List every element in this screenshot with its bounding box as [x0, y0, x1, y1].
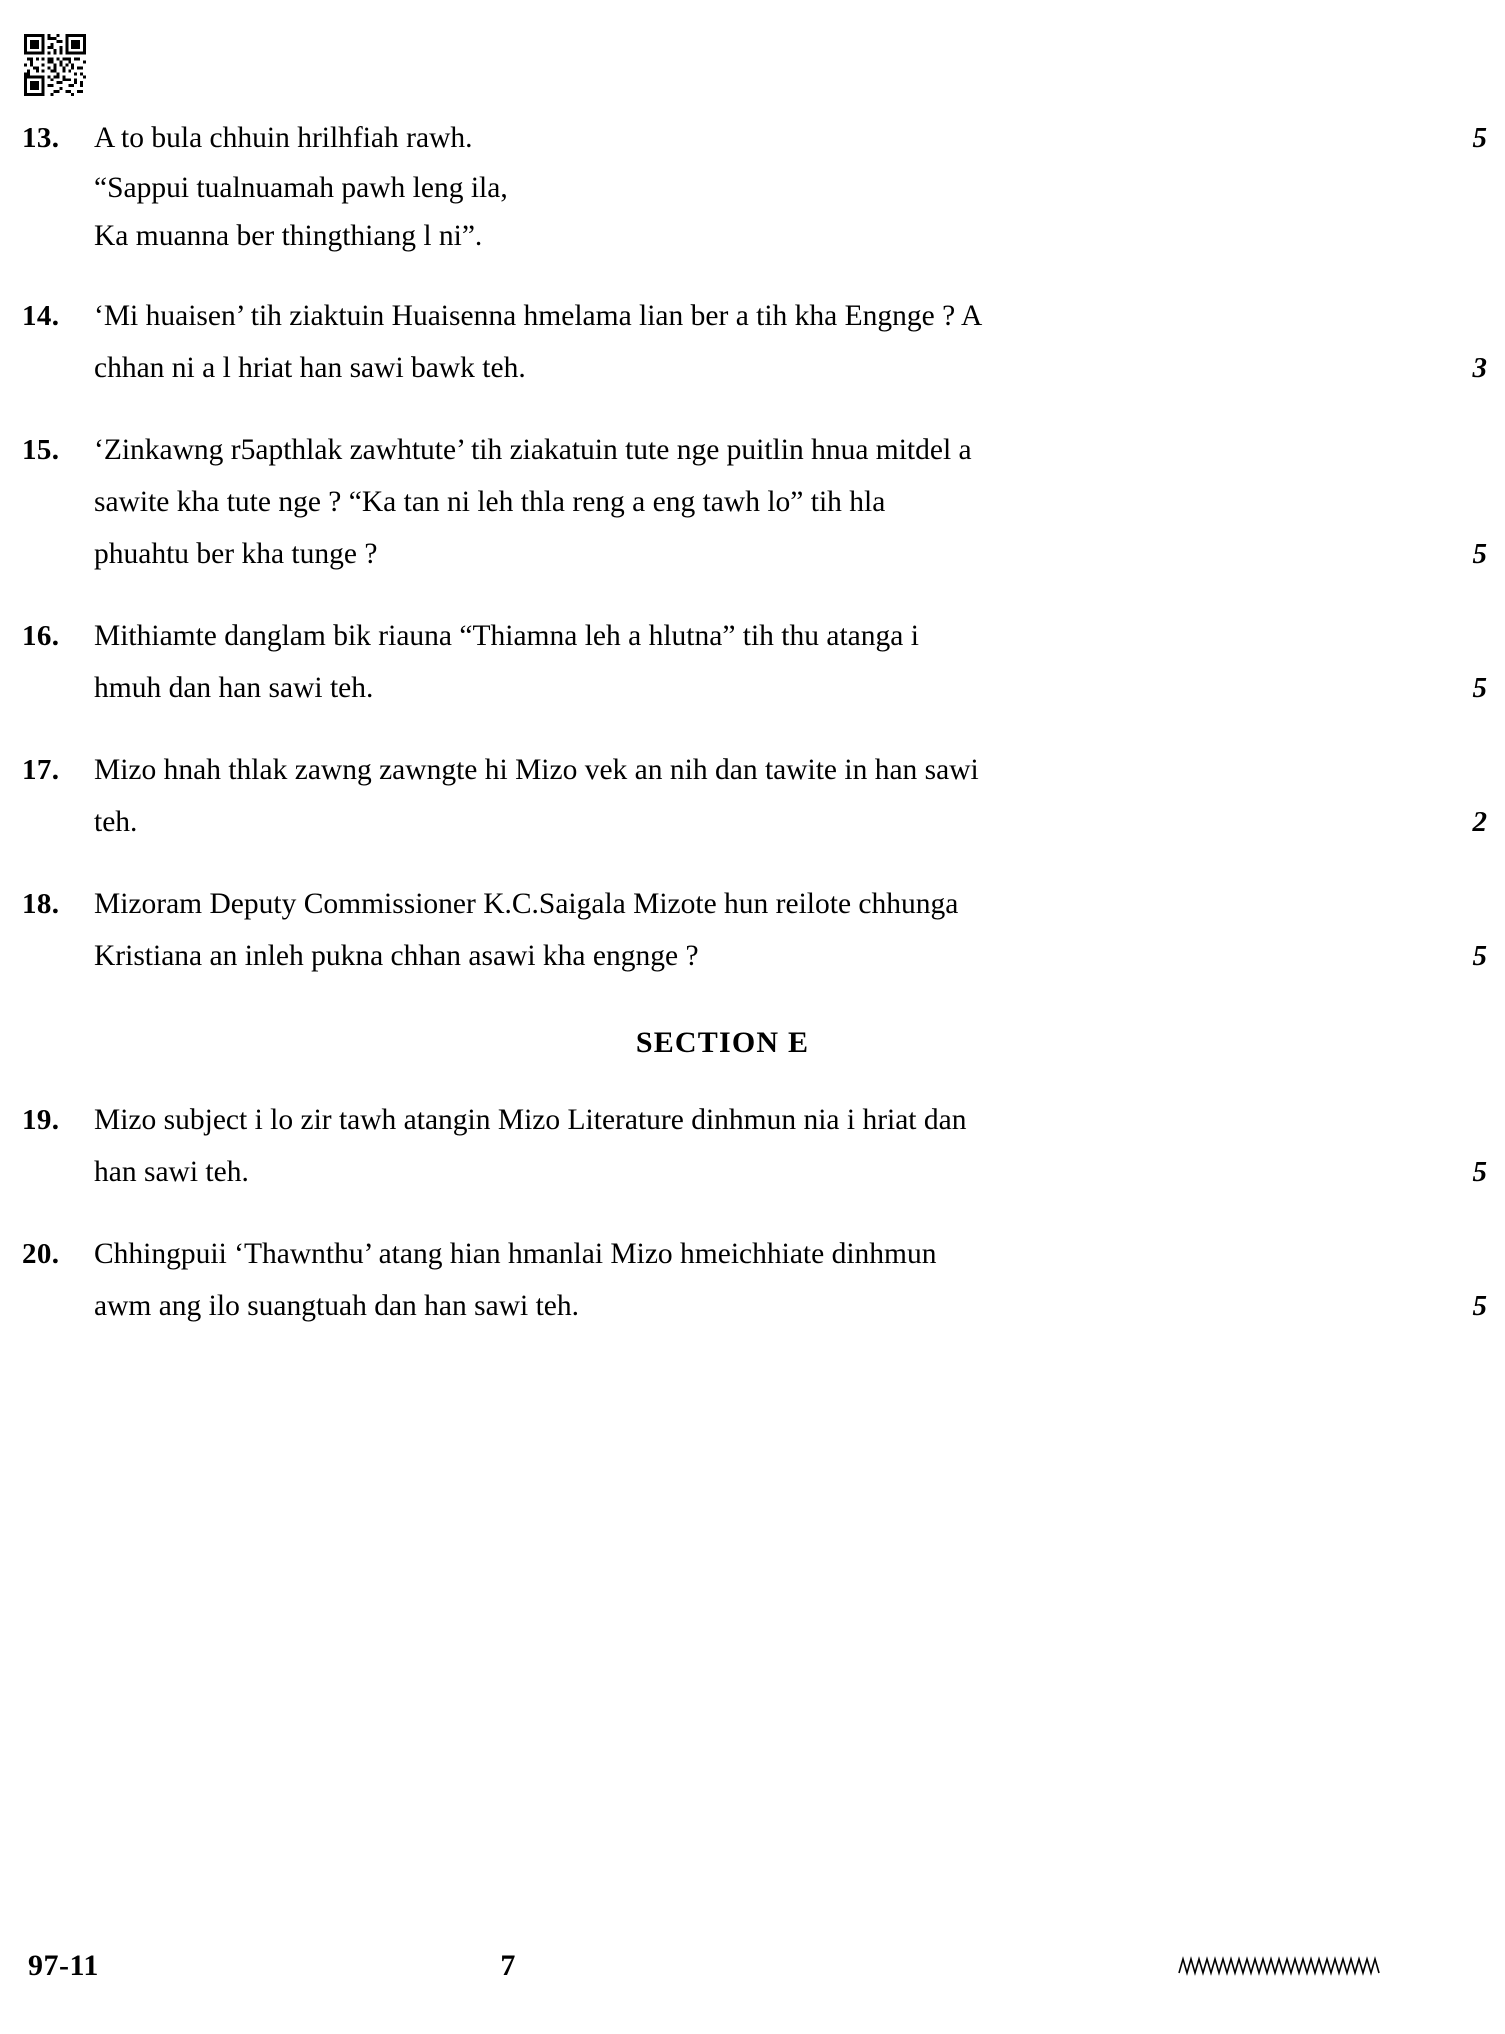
- question-text-line: Mizo subject i lo zir tawh atangin Mizo Literature dinhmun nia i hriat dan: [94, 1104, 967, 1136]
- question-body: [94, 744, 1487, 848]
- question-text-line: han sawi teh.: [94, 1156, 249, 1188]
- question-line: [94, 1228, 1487, 1280]
- question-item: [0, 610, 1505, 714]
- question-number: 20.: [22, 1238, 60, 1270]
- question-text-line: Mizoram Deputy Commissioner K.C.Saigala Mizote hun reilote chhunga: [94, 888, 959, 920]
- question-line: [94, 1146, 1487, 1198]
- question-line: [94, 796, 1487, 848]
- question-number: 14.: [22, 300, 60, 332]
- question-text-line: ‘Mi huaisen’ tih ziaktuin Huaisenna hmelama lian ber a tih kha Engnge ? A: [94, 300, 983, 332]
- page-number: 7: [500, 1949, 516, 1982]
- question-number: 15.: [22, 434, 60, 466]
- question-item: [0, 290, 1505, 394]
- question-text-line: “Sappui tualnuamah pawh leng ila,: [94, 172, 508, 204]
- question-text-line: awm ang ilo suangtuah dan han sawi teh.: [94, 1290, 579, 1322]
- question-text-line: teh.: [94, 806, 138, 838]
- question-item: [0, 878, 1505, 982]
- question-number: 19.: [22, 1104, 60, 1136]
- question-line: [94, 476, 1487, 528]
- question-line: [94, 878, 1487, 930]
- question-line: [94, 610, 1487, 662]
- marks-value: 5: [1472, 672, 1487, 704]
- question-text-line: sawite kha tute nge ? “Ka tan ni leh thla reng a eng tawh lo” tih hla: [94, 486, 886, 518]
- section-heading: SECTION E: [635, 1026, 810, 1059]
- question-line: [94, 342, 1487, 394]
- question-body: [94, 878, 1487, 982]
- marks-value: 5: [1472, 1156, 1487, 1188]
- question-line: [94, 112, 1487, 164]
- question-item: [0, 1228, 1505, 1332]
- question-line: [94, 744, 1487, 796]
- question-line: [94, 424, 1487, 476]
- question-line: [94, 930, 1487, 982]
- question-text-line: Ka muanna ber thingthiang l ni”.: [94, 220, 483, 252]
- question-number: 18.: [22, 888, 60, 920]
- question-number: 16.: [22, 620, 60, 652]
- question-item: [0, 1094, 1505, 1198]
- questions-container: [0, 112, 1505, 1362]
- question-body: [94, 112, 1487, 260]
- question-body: [94, 424, 1487, 580]
- marks-value: 3: [1472, 352, 1487, 384]
- question-item: [0, 744, 1505, 848]
- marks-value: 5: [1472, 122, 1487, 154]
- question-text-line: phuahtu ber kha tunge ?: [94, 538, 378, 570]
- question-text-line: ‘Zinkawng r5apthlak zawhtute’ tih ziakatuin tute nge puitlin hnua mitdel a: [94, 434, 972, 466]
- question-body: [94, 290, 1487, 394]
- page-footer: [0, 1942, 1505, 1990]
- marks-value: 5: [1472, 1290, 1487, 1322]
- question-line: [94, 1094, 1487, 1146]
- question-text-line: chhan ni a l hriat han sawi bawk teh.: [94, 352, 526, 384]
- question-line: [94, 1280, 1487, 1332]
- question-text-line: A to bula chhuin hrilhfiah rawh.: [94, 122, 473, 154]
- question-line: [94, 662, 1487, 714]
- marks-value: 5: [1472, 538, 1487, 570]
- question-text-line: Mizo hnah thlak zawng zawngte hi Mizo vek an nih dan tawite in han sawi: [94, 754, 979, 786]
- question-line: [94, 528, 1487, 580]
- question-text-line: Mithiamte danglam bik riauna “Thiamna leh a hlutna” tih thu atanga i: [94, 620, 919, 652]
- marks-value: 5: [1472, 940, 1487, 972]
- question-number: 13.: [22, 122, 60, 154]
- question-text-line: hmuh dan han sawi teh.: [94, 672, 374, 704]
- question-item: [0, 424, 1505, 580]
- question-item: [0, 112, 1505, 260]
- question-body: [94, 1094, 1487, 1198]
- question-body: [94, 610, 1487, 714]
- question-number: 17.: [22, 754, 60, 786]
- paper-code: 97-11: [28, 1949, 99, 1982]
- qr-code: [24, 34, 86, 96]
- question-body: [94, 1228, 1487, 1332]
- question-line: [94, 290, 1487, 342]
- marks-value: 2: [1472, 806, 1487, 838]
- question-text-line: Chhingpuii ‘Thawnthu’ atang hian hmanlai Mizo hmeichhiate dinhmun: [94, 1238, 937, 1270]
- question-text-line: Kristiana an inleh pukna chhan asawi kha engnge ?: [94, 940, 699, 972]
- zigzag-decoration-icon: [1177, 1953, 1477, 1979]
